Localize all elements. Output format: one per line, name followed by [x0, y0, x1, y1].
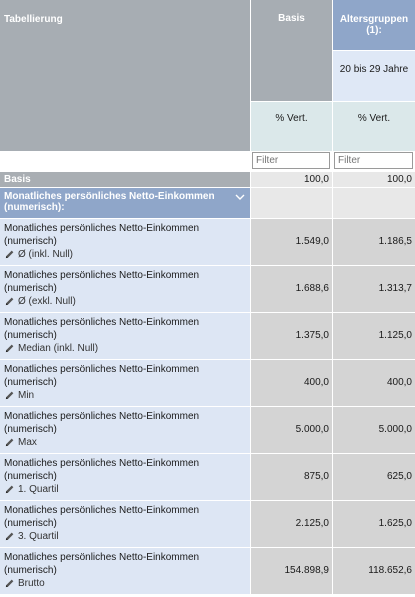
row-stat — [4, 577, 246, 590]
row-stat — [4, 295, 246, 308]
column-header-altersgruppen[interactable] — [333, 0, 415, 50]
row-stat — [4, 389, 246, 402]
table-cell-basis — [251, 360, 332, 406]
table-row-label[interactable] — [0, 501, 250, 547]
table-cell-basis — [251, 454, 332, 500]
variable-header-label: Monatliches persönliches Netto-Einkommen (numerisch): — [4, 191, 215, 213]
table-row-label[interactable] — [0, 407, 250, 453]
table-cell-basis — [251, 219, 332, 265]
chevron-down-icon[interactable] — [235, 193, 245, 201]
cell-value: 1.549,0 — [295, 236, 329, 247]
column-title-basis: Basis — [278, 13, 305, 24]
row-stat-label: 1. Quartil — [18, 484, 59, 495]
cell-value: 154.898,9 — [284, 565, 329, 576]
row-stat — [4, 530, 246, 543]
cell-value: 400,0 — [303, 377, 329, 388]
cell-value: 1.125,0 — [378, 330, 412, 341]
row-header-cell — [0, 0, 250, 151]
variable-header[interactable] — [0, 188, 250, 218]
pencil-icon[interactable] — [4, 296, 15, 307]
row-variable-label: Monatliches persönliches Netto-Einkommen (numerisch) — [4, 223, 200, 247]
cell-value: 118.652,6 — [368, 565, 412, 576]
table-row-label[interactable] — [0, 548, 250, 594]
cell-value: 2.125,0 — [295, 518, 329, 529]
row-stat — [4, 436, 246, 449]
row-stat — [4, 483, 246, 496]
pencil-icon[interactable] — [4, 437, 15, 448]
row-stat-label: 3. Quartil — [18, 531, 59, 542]
table-cell-group — [333, 360, 415, 406]
pencil-icon[interactable] — [4, 343, 15, 354]
row-variable-label: Monatliches persönliches Netto-Einkommen (numerisch) — [4, 552, 200, 576]
variable-header-basis-cell — [251, 188, 332, 218]
basis-row-group-value — [333, 172, 415, 187]
filter-input-basis[interactable] — [252, 152, 330, 169]
cell-value: 1.313,7 — [378, 283, 412, 294]
cell-value: 1.375,0 — [295, 330, 329, 341]
basis-value-text: 100,0 — [303, 174, 329, 185]
pencil-icon[interactable] — [4, 578, 15, 589]
measure-header-basis — [251, 102, 332, 151]
row-stat-label: Max — [18, 437, 37, 448]
cell-value: 1.688,6 — [295, 283, 329, 294]
column-header-basis[interactable] — [251, 0, 332, 101]
column-group-title: Altersgruppen (1): — [339, 14, 409, 36]
row-variable-label: Monatliches persönliches Netto-Einkommen (numerisch) — [4, 411, 200, 435]
cell-value: 5.000,0 — [378, 424, 412, 435]
pencil-icon[interactable] — [4, 531, 15, 542]
table-cell-group — [333, 266, 415, 312]
filter-input-group[interactable] — [334, 152, 413, 169]
row-variable-label: Monatliches persönliches Netto-Einkommen (numerisch) — [4, 317, 200, 341]
pencil-icon[interactable] — [4, 390, 15, 401]
cell-value: 1.625,0 — [378, 518, 412, 529]
row-stat-label: Brutto — [18, 578, 45, 589]
basis-row-basis-value — [251, 172, 332, 187]
group-value-text: 100,0 — [386, 174, 412, 185]
cell-value: 625,0 — [386, 471, 412, 482]
table-cell-basis — [251, 313, 332, 359]
table-cell-group — [333, 501, 415, 547]
pencil-icon[interactable] — [4, 249, 15, 260]
cell-value: 400,0 — [386, 377, 412, 388]
table-cell-basis — [251, 407, 332, 453]
row-stat-label: Min — [18, 390, 35, 401]
measure-header-group — [333, 102, 415, 151]
cell-value: 875,0 — [303, 471, 329, 482]
row-stat — [4, 342, 246, 355]
measure-label-group: % Vert. — [357, 113, 391, 124]
table-title: Tabellierung — [4, 14, 63, 25]
row-stat-label: Median (inkl. Null) — [18, 343, 99, 354]
filter-row-spacer — [0, 151, 250, 171]
table-row-label[interactable] — [0, 219, 250, 265]
row-variable-label: Monatliches persönliches Netto-Einkommen (numerisch) — [4, 270, 200, 294]
row-stat-label: Ø (exkl. Null) — [18, 296, 76, 307]
table-row-label[interactable] — [0, 360, 250, 406]
table-cell-basis — [251, 548, 332, 594]
column-subheader-age[interactable] — [333, 51, 415, 101]
table-cell-basis — [251, 266, 332, 312]
table-cell-group — [333, 219, 415, 265]
table-cell-group — [333, 454, 415, 500]
basis-row-label — [0, 172, 250, 187]
variable-header-group-cell — [333, 188, 415, 218]
row-variable-label: Monatliches persönliches Netto-Einkommen (numerisch) — [4, 505, 200, 529]
row-stat-label: Ø (inkl. Null) — [18, 249, 74, 260]
table-cell-group — [333, 548, 415, 594]
row-variable-label: Monatliches persönliches Netto-Einkommen (numerisch) — [4, 364, 200, 388]
table-row-label[interactable] — [0, 266, 250, 312]
row-variable-label: Monatliches persönliches Netto-Einkommen (numerisch) — [4, 458, 200, 482]
pencil-icon[interactable] — [4, 484, 15, 495]
cell-value: 5.000,0 — [295, 424, 329, 435]
column-group-subtitle: 20 bis 29 Jahre — [339, 64, 409, 75]
table-cell-basis — [251, 501, 332, 547]
measure-label-basis: % Vert. — [275, 113, 308, 124]
table-cell-group — [333, 407, 415, 453]
basis-row-text: Basis — [4, 174, 31, 185]
table-cell-group — [333, 313, 415, 359]
cell-value: 1.186,5 — [378, 236, 412, 247]
row-stat — [4, 248, 246, 261]
table-row-label[interactable] — [0, 313, 250, 359]
table-row-label[interactable] — [0, 454, 250, 500]
